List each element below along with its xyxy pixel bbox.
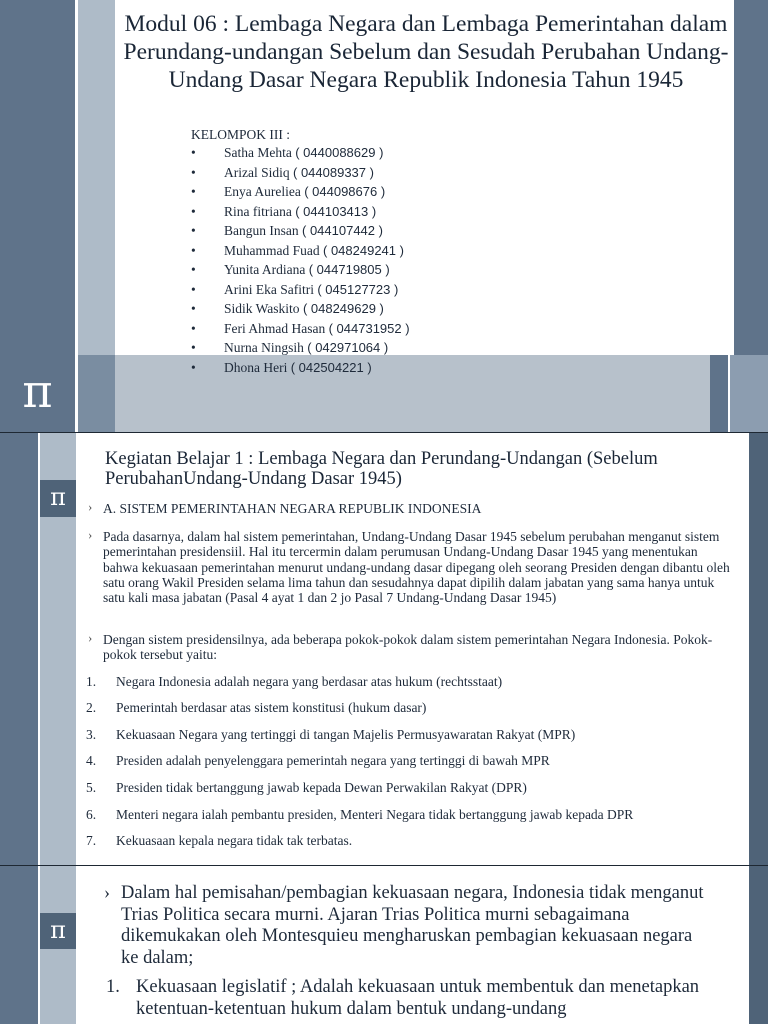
- list-item: • Muhammad Fuad ( 048249241 ): [191, 241, 410, 261]
- right-bar: [749, 866, 768, 1024]
- list-number: 5.: [86, 780, 97, 795]
- left-stripe: [78, 0, 115, 355]
- list-item: Kekuasaan Negara yang tertinggi di tangan Majelis Permusyawaratan Rakyat (MPR): [116, 727, 576, 742]
- group-label: KELOMPOK III :: [191, 127, 290, 142]
- pi-icon: π: [50, 916, 66, 944]
- list-item: • Enya Aureliea ( 044098676 ): [191, 182, 410, 202]
- right-bar: [749, 433, 768, 865]
- left-bar: [0, 433, 38, 865]
- list-item: • Arini Eka Safitri ( 045127723 ): [191, 280, 410, 300]
- slide-title: Modul 06 : Lembaga Negara dan Lembaga Pemerintahan dalam Perundang-undangan Sebelum dan Sesudah Perubahan Undang-Undang Dasar Negara Republik Indonesia Tahun 1945: [123, 11, 729, 93]
- list-item: • Bangun Insan ( 044107442 ): [191, 221, 410, 241]
- pi-icon: π: [50, 483, 66, 511]
- paragraph: Pada dasarnya, dalam hal sistem pemerintahan, Undang-Undang Dasar 1945 sebelum perubahan menganut sistem pemerintahan presidensiil. Hal itu tercermin dalam perumusan Undang-Undang Dasar 1945 yang menentukan bahwa kekuasaan pemerintahan menurut undang-undang dasar dipegang oleh seorang Presiden dengan dibantu oleh satu orang Wakil Presiden selama lima tahun dan sesudahnya dapat dipilih dalam jabatan yang sama hanya untuk satu kali masa jabatan (Pasal 4 ayat 1 dan 2 jo Pasal 7 Undang-Undang Dasar 1945): [103, 529, 730, 606]
- list-item: • Feri Ahmad Hasan ( 044731952 ): [191, 319, 410, 339]
- list-number: 4.: [86, 753, 97, 768]
- band-accent-dark: [710, 355, 728, 432]
- slide-3: [0, 866, 768, 1024]
- bullet-arrow: ›: [88, 527, 93, 542]
- list-item: • Satha Mehta ( 0440088629 ): [191, 143, 410, 163]
- list-number: 6.: [86, 807, 97, 822]
- left-bar: [0, 0, 75, 355]
- list-number: 2.: [86, 700, 97, 715]
- section-heading: A. SISTEM PEMERINTAHAN NEGARA REPUBLIK INDONESIA: [103, 501, 482, 516]
- list-number: 3.: [86, 727, 97, 742]
- list-number: 7.: [86, 833, 97, 848]
- list-item: • Dhona Heri ( 042504221 ): [191, 358, 410, 378]
- list-item: Presiden tidak bertanggung jawab kepada Dewan Perwakilan Rakyat (DPR): [116, 780, 527, 795]
- left-band-stripe: [78, 355, 115, 432]
- pi-icon: π: [22, 364, 53, 418]
- list-item: Pemerintah berdasar atas sistem konstitusi (hukum dasar): [116, 700, 427, 715]
- list-number: 1.: [86, 674, 97, 689]
- list-item: • Nurna Ningsih ( 042971064 ): [191, 338, 410, 358]
- bullet-arrow: ›: [88, 630, 93, 645]
- slide-2: [0, 433, 768, 865]
- list-item: • Sidik Waskito ( 048249629 ): [191, 299, 410, 319]
- list-item: Presiden adalah penyelenggara pemerintah negara yang tertinggi di bawah MPR: [116, 753, 550, 768]
- left-bar: [0, 866, 38, 1024]
- list-item: • Yunita Ardiana ( 044719805 ): [191, 260, 410, 280]
- list-item: • Rina fitriana ( 044103413 ): [191, 202, 410, 222]
- list-item: • Arizal Sidiq ( 044089337 ): [191, 163, 410, 183]
- list-item: Menteri negara ialah pembantu presiden, Menteri Negara tidak bertanggung jawab kepada DPR: [116, 807, 634, 822]
- list-number: 1.: [106, 977, 120, 997]
- member-list: [191, 143, 410, 377]
- slide-1: [0, 0, 768, 432]
- paragraph: Dalam hal pemisahan/pembagian kekuasaan negara, Indonesia tidak menganut Trias Politica secara murni. Ajaran Trias Politica murni sebagaimana dikemukakan oleh Montesquieu mengharuskan pembagian kekuasaan negara ke dalam;: [121, 883, 704, 968]
- bullet-arrow: ›: [104, 882, 110, 902]
- band-accent-light: [730, 355, 768, 432]
- paragraph: Dengan sistem presidensilnya, ada beberapa pokok-pokok dalam sistem pemerintahan Negara Indonesia. Pokok-pokok tersebut yaitu:: [103, 632, 713, 663]
- list-item: Negara Indonesia adalah negara yang berdasar atas hukum (rechtsstaat): [116, 674, 503, 689]
- list-item: Kekuasaan kepala negara tidak tak terbatas.: [116, 833, 353, 848]
- bullet-arrow: ›: [88, 499, 93, 514]
- list-item: Kekuasaan legislatif ; Adalah kekuasaan untuk membentuk dan menetapkan ketentuan-ketentuan hukum dalam bentuk undang-undang: [136, 977, 700, 1019]
- right-bar: [734, 0, 768, 355]
- slide-title: Kegiatan Belajar 1 : Lembaga Negara dan Perundang-Undangan (Sebelum PerubahanUndang-Undang Dasar 1945): [105, 449, 658, 489]
